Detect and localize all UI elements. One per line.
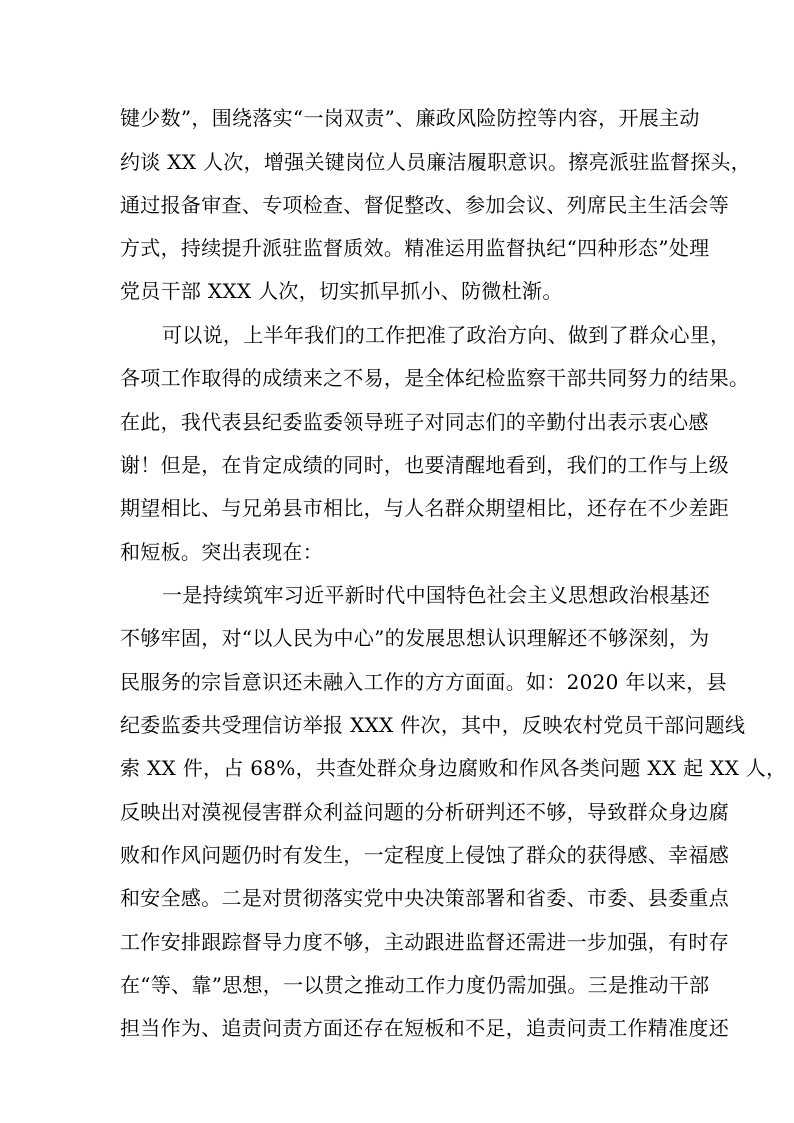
paragraph-line: 方式，持续提升派驻监督质效。精准运用监督执纪“四种形态”处理	[120, 236, 710, 260]
paragraph-line: 和安全感。二是对贯彻落实党中央决策部署和省委、市委、县委重点	[120, 886, 729, 910]
paragraph-line: 在“等、靠”思想，一以贯之推动工作力度仍需加强。三是推动干部	[120, 973, 710, 997]
paragraph-line: 在此，我代表县纪委监委领导班子对同志们的辛勤付出表示衷心感	[120, 410, 709, 434]
paragraph-line: 担当作为、追责问责方面还存在短板和不足，追责问责工作精准度还	[120, 1016, 729, 1040]
paragraph-line: 一是持续筑牢习近平新时代中国特色社会主义思想政治根基还	[162, 583, 711, 607]
paragraph-line: 可以说，上半年我们的工作把准了政治方向、做到了群众心里，	[162, 323, 731, 347]
paragraph-line: 纪委监委共受理信访举报 XXX 件次，其中，反映农村党员干部问题线	[120, 713, 746, 737]
paragraph-line: 约谈 XX 人次，增强关键岗位人员廉洁履职意识。擦亮派驻监督探头，	[120, 150, 752, 174]
paragraph-line: 败和作风问题仍时有发生，一定程度上侵蚀了群众的获得感、幸福感	[120, 843, 729, 867]
paragraph-line: 索 XX 件，占 68%，共查处群众身边腐败和作风各类问题 XX 起 XX 人，	[120, 756, 787, 780]
paragraph-line: 键少数”，围绕落实“一岗双责”、廉政风险防控等内容，开展主动	[120, 106, 700, 130]
paragraph-line: 工作安排跟踪督导力度不够，主动跟进监督还需进一步加强，有时存	[120, 930, 729, 954]
paragraph-line: 和短板。突出表现在：	[120, 540, 323, 564]
paragraph-line: 反映出对漠视侵害群众利益问题的分析研判还不够，导致群众身边腐	[120, 800, 729, 824]
paragraph-line: 各项工作取得的成绩来之不易，是全体纪检监察干部共同努力的结果。	[120, 366, 750, 390]
paragraph-line: 民服务的宗旨意识还未融入工作的方方面面。如：2020 年以来，县	[120, 670, 727, 694]
paragraph-line: 谢！但是，在肯定成绩的同时，也要清醒地看到，我们的工作与上级	[120, 453, 729, 477]
paragraph-line: 通过报备审查、专项检查、督促整改、参加会议、列席民主生活会等	[120, 193, 729, 217]
paragraph-line: 不够牢固，对“以人民为中心”的发展思想认识理解还不够深刻，为	[120, 626, 710, 650]
paragraph-line: 期望相比、与兄弟县市相比，与人名群众期望相比，还存在不少差距	[120, 496, 729, 520]
paragraph-line: 党员干部 XXX 人次，切实抓早抓小、防微杜渐。	[120, 279, 563, 303]
